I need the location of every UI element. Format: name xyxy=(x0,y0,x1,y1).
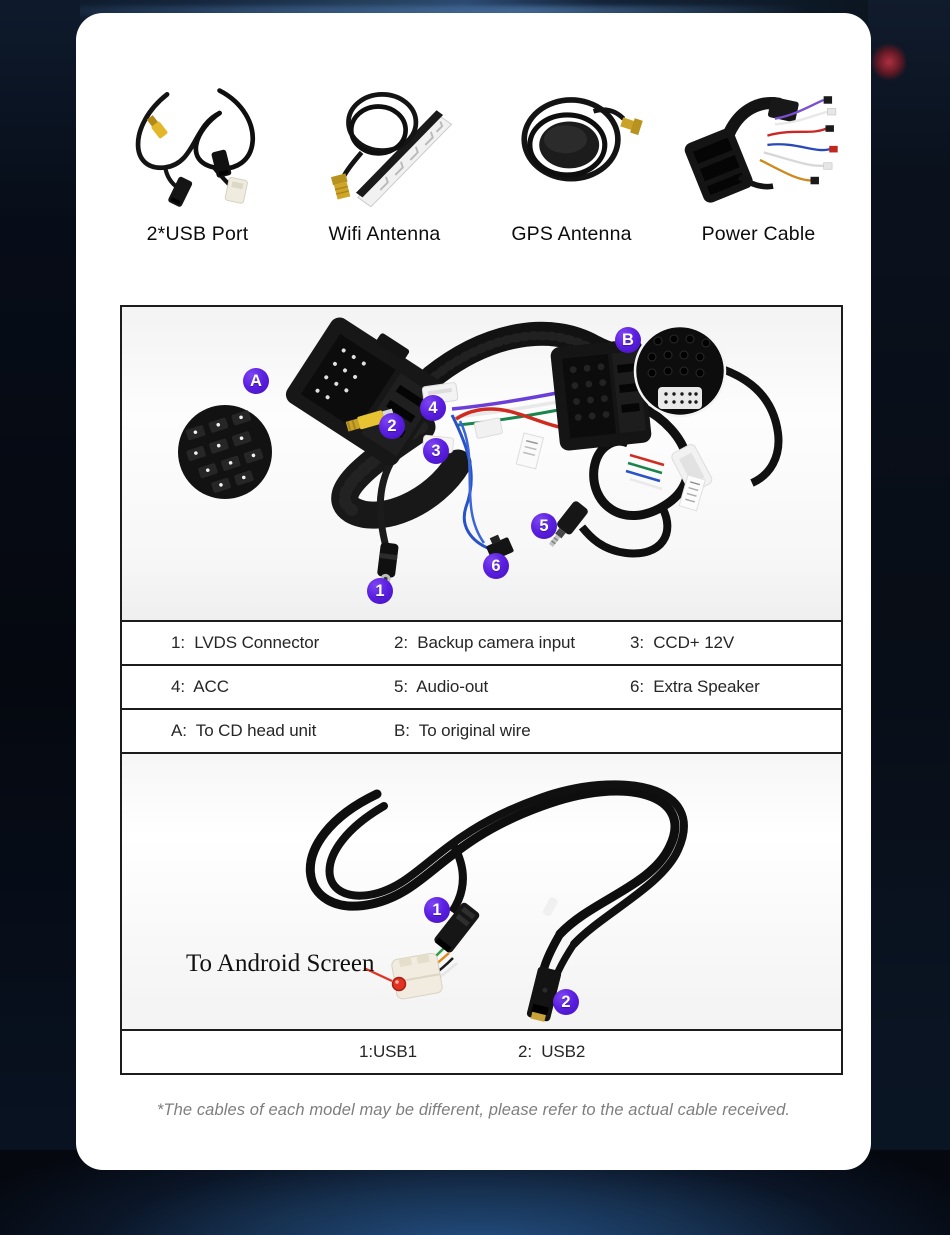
product-label: Power Cable xyxy=(701,223,816,245)
marker-1: 1 xyxy=(367,578,393,604)
rca-plug xyxy=(145,114,168,139)
usb-marker-2: 2 xyxy=(553,989,579,1015)
legend-cell: 2: Backup camera input xyxy=(394,633,576,652)
pin-closeup-b xyxy=(635,326,725,416)
legend-cell: B: To original wire xyxy=(394,721,531,740)
legend-cell: 1: LVDS Connector xyxy=(171,633,320,652)
marker-4: 4 xyxy=(420,395,446,421)
legend-cell: 6: Extra Speaker xyxy=(630,677,760,696)
usb-legend-row xyxy=(122,1029,841,1073)
legend-cell: 4: ACC xyxy=(171,677,229,696)
marker-2: 2 xyxy=(379,413,405,439)
legend-cell: A: To CD head unit xyxy=(171,721,317,740)
usb-connector xyxy=(210,149,231,178)
gps-antenna-photo xyxy=(483,71,661,217)
android-screen-annotation: To Android Screen xyxy=(186,950,375,977)
power-cable-photo xyxy=(670,71,848,217)
marker-6: 6 xyxy=(483,553,509,579)
backdrop-left xyxy=(0,0,80,1235)
product-label: GPS Antenna xyxy=(511,223,632,245)
sma-connector xyxy=(330,173,350,199)
backdrop-right xyxy=(868,0,950,1235)
legend-cell: 3: CCD+ 12V xyxy=(630,633,735,652)
products-row xyxy=(104,71,852,246)
product-label: Wifi Antenna xyxy=(328,223,441,245)
product-power-cable xyxy=(665,71,852,246)
legend-cell: 2: USB2 xyxy=(518,1042,586,1061)
product-gps-antenna xyxy=(478,71,665,246)
usb-cable-photo xyxy=(122,754,841,1029)
product-wifi-antenna xyxy=(291,71,478,246)
android-screen-connector xyxy=(391,952,443,999)
content-card xyxy=(76,13,871,1170)
harness-diagram xyxy=(122,307,841,620)
marker-a: A xyxy=(243,368,269,394)
marker-b: B xyxy=(615,327,641,353)
product-usb-port xyxy=(104,71,291,246)
product-label: 2*USB Port xyxy=(146,223,249,245)
quadlock-connector xyxy=(682,126,755,205)
marker-3: 3 xyxy=(423,438,449,464)
legend-row-2 xyxy=(122,664,841,708)
pointer-dot xyxy=(393,978,406,991)
usb-marker-1: 1 xyxy=(424,897,450,923)
usb-diagram xyxy=(122,752,841,1029)
pin-closeup-a xyxy=(178,405,272,499)
legend-row-3 xyxy=(122,708,841,752)
legend-cell: 1:USB1 xyxy=(359,1042,417,1061)
usb-port-cable-photo xyxy=(109,71,287,217)
label-tag xyxy=(516,433,543,469)
wifi-antenna-photo xyxy=(296,71,474,217)
footnote: *The cables of each model may be different, please refer to the actual cable received. xyxy=(156,1101,791,1119)
backdrop-taillight-glow xyxy=(872,42,906,82)
marker-5: 5 xyxy=(531,513,557,539)
legend-cell: 5: Audio-out xyxy=(394,677,489,696)
harness-photo xyxy=(122,307,841,620)
cable-panel xyxy=(120,305,843,1075)
legend-row-1 xyxy=(122,620,841,664)
